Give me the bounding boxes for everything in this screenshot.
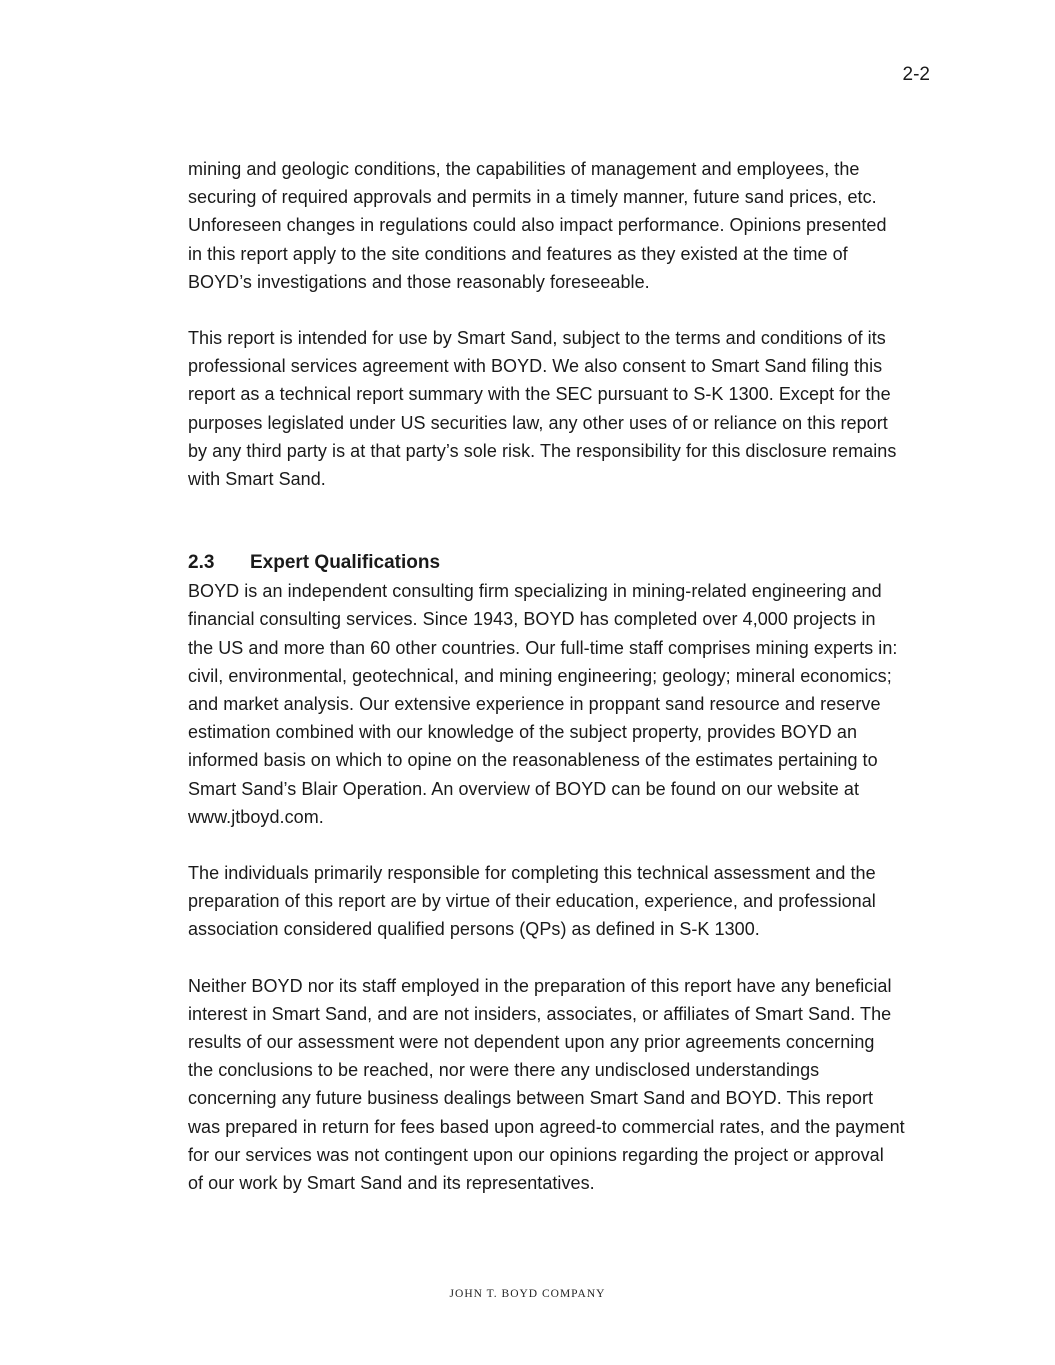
- text-line: report as a technical report summary with the SEC pursuant to S-K 1300. Except for the: [188, 384, 891, 405]
- page-number: 2-2: [902, 64, 930, 85]
- paragraph-3: [188, 577, 933, 831]
- section-number: 2.3: [188, 552, 215, 574]
- text-line: the US and more than 60 other countries. Our full-time staff comprises mining experts in:: [188, 637, 898, 658]
- text-line: for our services was not contingent upon our opinions regarding the project or approval: [188, 1144, 884, 1165]
- text-line: BOYD’s investigations and those reasonably foreseeable.: [188, 271, 650, 292]
- text-line: The individuals primarily responsible for completing this technical assessment and the: [188, 863, 876, 884]
- text-line: by any third party is at that party’s sole risk. The responsibility for this disclosure remains: [188, 440, 897, 461]
- text-line: BOYD is an independent consulting firm specializing in mining-related engineering and: [188, 581, 882, 602]
- text-line: Unforeseen changes in regulations could also impact performance. Opinions presented: [188, 215, 887, 236]
- text-line: the conclusions to be reached, nor were there any undisclosed understandings: [188, 1060, 820, 1081]
- text-line: civil, environmental, geotechnical, and mining engineering; geology; mineral economics;: [188, 665, 892, 686]
- text-line: and market analysis. Our extensive experience in proppant sand resource and reserve: [188, 694, 881, 715]
- text-line: interest in Smart Sand, and are not insiders, associates, or affiliates of Smart Sand. The: [188, 1003, 892, 1024]
- text-line: mining and geologic conditions, the capabilities of management and employees, the: [188, 159, 860, 179]
- text-line: was prepared in return for fees based upon agreed-to commercial rates, and the payment: [188, 1116, 905, 1137]
- text-line: with Smart Sand.: [188, 469, 326, 490]
- text-line: informed basis on which to opine on the reasonableness of the estimates pertaining to: [188, 750, 878, 771]
- paragraph-2: [188, 324, 933, 493]
- text-line: association considered qualified persons (QPs) as defined in S-K 1300.: [188, 919, 760, 940]
- text-line: Neither BOYD nor its staff employed in the preparation of this report have any beneficial: [188, 975, 892, 996]
- text-line: estimation combined with our knowledge of the subject property, provides BOYD an: [188, 722, 858, 743]
- section-title: Expert Qualifications: [250, 552, 441, 574]
- text-line: concerning any future business dealings between Smart Sand and BOYD. This report: [188, 1088, 874, 1109]
- paragraph-5: [188, 972, 933, 1198]
- text-line: Smart Sand’s Blair Operation. An overview of BOYD can be found on our website at: [188, 778, 860, 799]
- section-heading: [188, 549, 933, 577]
- text-line: professional services agreement with BOYD. We also consent to Smart Sand filing this: [188, 356, 883, 377]
- text-line: of our work by Smart Sand and its representatives.: [188, 1173, 595, 1194]
- paragraph-1: [188, 155, 933, 296]
- text-line: preparation of this report are by virtue of their education, experience, and professional: [188, 891, 876, 912]
- text-line: www.jtboyd.com.: [188, 806, 324, 827]
- paragraph-4: [188, 859, 933, 944]
- text-line: in this report apply to the site conditions and features as they existed at the time of: [188, 243, 848, 264]
- text-line: results of our assessment were not dependent upon any prior agreements concerning: [188, 1032, 875, 1053]
- text-line: securing of required approvals and permits in a timely manner, future sand prices, etc.: [188, 187, 877, 208]
- text-line: purposes legislated under US securities law, any other uses of or reliance on this report: [188, 412, 888, 433]
- text-line: financial consulting services. Since 1943, BOYD has completed over 4,000 projects in: [188, 609, 876, 630]
- page-body: [188, 155, 933, 1197]
- text-line: This report is intended for use by Smart Sand, subject to the terms and conditions of its: [188, 328, 886, 349]
- footer-company: JOHN T. BOYD COMPANY: [449, 1288, 606, 1300]
